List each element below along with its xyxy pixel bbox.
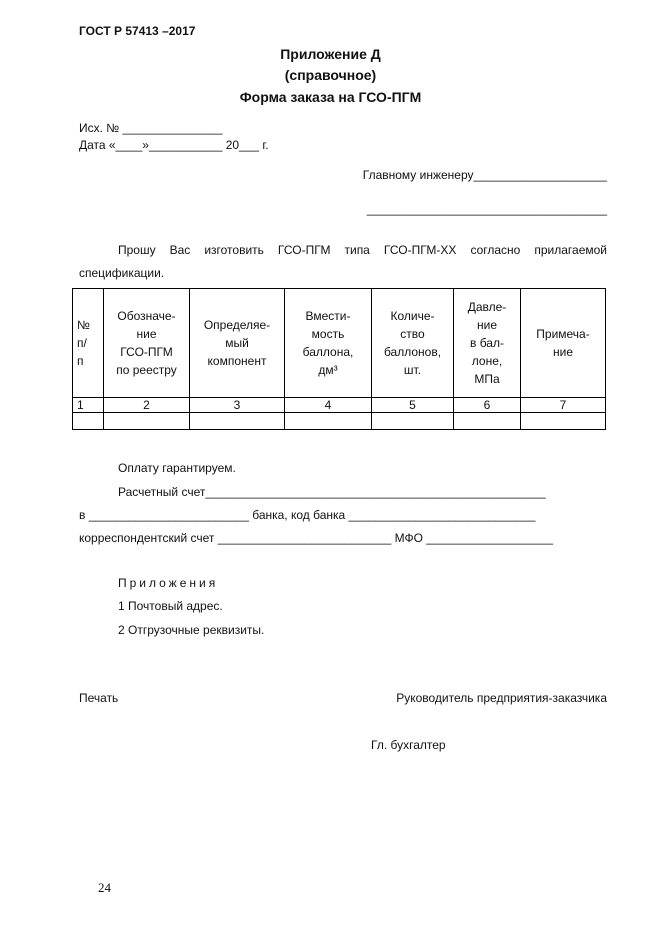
- addressee-blank-line: ____________________________________: [366, 202, 607, 216]
- header-cell-component: Определяе- мый компонент: [190, 289, 285, 398]
- specification-table: [72, 288, 606, 430]
- empty-cell: [454, 413, 521, 430]
- empty-cell: [190, 413, 285, 430]
- header-cell-pressure: Давле- ние в бал- лоне, МПа: [454, 289, 521, 398]
- column-number: 7: [521, 398, 606, 413]
- table-header-row: [73, 289, 606, 398]
- table-empty-row: [73, 413, 606, 430]
- column-number: 3: [190, 398, 285, 413]
- column-number: 5: [372, 398, 454, 413]
- empty-cell: [285, 413, 372, 430]
- date-line: Дата «____»___________ 20___ г.: [79, 138, 269, 152]
- header-cell-designation: Обозначе- ние ГСО-ПГМ по реестру: [104, 289, 190, 398]
- header-cell-capacity: Вмести- мость баллона, дм³: [285, 289, 372, 398]
- request-text: Прошу Вас изготовить ГСО-ПГМ типа ГСО-ПГМ-ХХ согласно прилагаемой: [118, 243, 607, 257]
- empty-cell: [104, 413, 190, 430]
- correspondent-account-line: корреспондентский счет __________________________ МФО ___________________: [79, 531, 554, 545]
- addressee-line: Главному инженеру____________________: [362, 168, 607, 182]
- header-cell-quantity: Количе- ство баллонов, шт.: [372, 289, 454, 398]
- header-cell-number: № п/ п: [73, 289, 104, 398]
- attachment-item: 2 Отгрузочные реквизиты.: [118, 623, 265, 637]
- attachment-item: 1 Почтовый адрес.: [118, 599, 223, 613]
- accountant-signature-label: Гл. бухгалтер: [371, 738, 446, 752]
- table-number-row: [73, 398, 606, 413]
- empty-cell: [73, 413, 104, 430]
- form-title: Форма заказа на ГСО-ПГМ: [239, 89, 422, 105]
- attachments-heading: Приложения: [118, 576, 219, 590]
- empty-cell: [521, 413, 606, 430]
- outgoing-number-line: Исх. № _______________: [79, 121, 223, 135]
- column-number: 2: [104, 398, 190, 413]
- stamp-label: Печать: [79, 691, 119, 705]
- account-line: Расчетный счет___________________________________________________: [118, 485, 546, 499]
- bank-line: в ________________________ банка, код банка ____________________________: [79, 508, 536, 522]
- page-number: 24: [98, 880, 111, 895]
- column-number: 6: [454, 398, 521, 413]
- payment-guarantee: Оплату гарантируем.: [118, 461, 236, 475]
- request-text-end: спецификации.: [79, 266, 165, 280]
- empty-cell: [372, 413, 454, 430]
- appendix-title: Приложение Д: [280, 46, 381, 62]
- standard-header: ГОСТ Р 57413 –2017: [79, 24, 196, 38]
- appendix-subtitle: (справочное): [284, 67, 377, 83]
- head-signature-label: Руководитель предприятия-заказчика: [396, 691, 607, 705]
- column-number: 1: [73, 398, 104, 413]
- header-cell-note: Примеча- ние: [521, 289, 606, 398]
- column-number: 4: [285, 398, 372, 413]
